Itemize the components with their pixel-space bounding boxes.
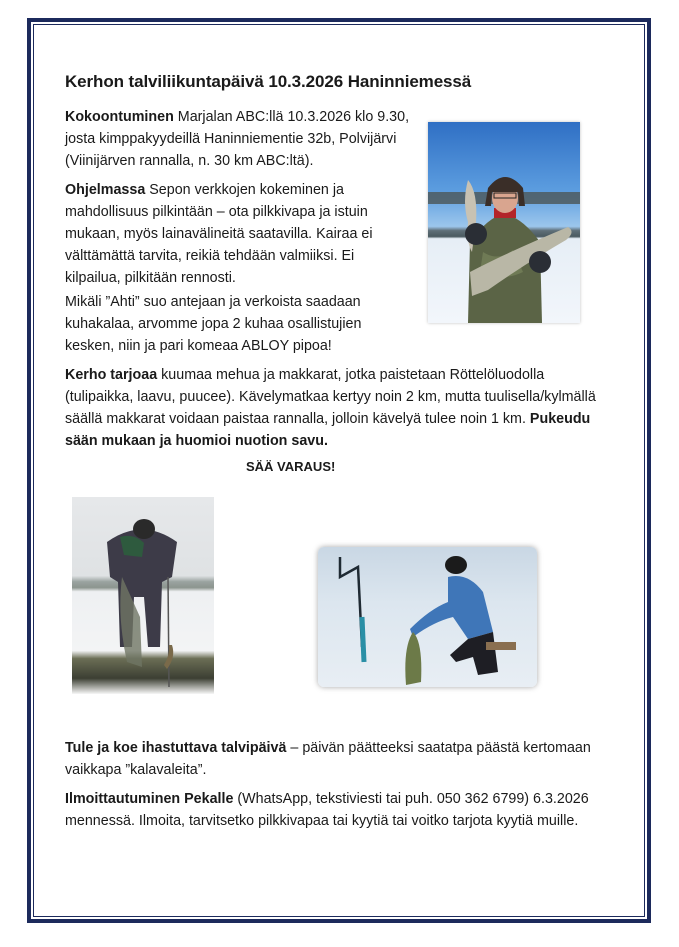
man-with-fish-illustration	[428, 122, 580, 323]
invite-text: – päivän päätteeksi saatatpa päästä kertomaan vaikkapa ”kalavaleita”.	[65, 740, 591, 778]
invite-lead: Tule ja koe ihastuttava talvipäivä	[65, 740, 287, 756]
catering-tail: Pukeudu sään mukaan ja huomioi nuotion savu.	[65, 411, 591, 449]
paragraph-prize	[65, 291, 410, 357]
paragraph-gathering	[65, 106, 410, 172]
registration-text: (WhatsApp, tekstiviesti tai puh. 050 362 6799) 6.3.2026 mennessä. Ilmoita, tarvitsetko pilkkivapaa tai kyytiä tai voitko tarjota kyytiä muille.	[65, 791, 589, 829]
prize-text: Mikäli ”Ahti” suo antejaan ja verkoista saadaan kuhakalaa, arvomme jopa 2 kuhaa osallistujien kesken, niin ja pari komeaa ABLOY pipoa!	[65, 294, 362, 354]
paragraph-catering	[65, 364, 605, 452]
program-lead: Ohjelmassa	[65, 182, 146, 198]
weather-note: SÄÄ VARAUS!	[246, 459, 336, 474]
gathering-lead: Kokoontuminen	[65, 109, 174, 125]
program-text: Sepon verkkojen kokeminen ja mahdollisuus pilkintään – ota pilkkivapa ja istuin mukaan, myös lainavälineitä saatavilla. Kairaa ei välttämättä tarvita, reikiä tehdään valmiiksi. Ei kilpailua, pilkitään rennosti.	[65, 182, 373, 286]
ice-fishing-illustration	[318, 547, 537, 687]
page-title: Kerhon talviliikuntapäivä 10.3.2026 Haninniemessä	[65, 72, 472, 91]
gathering-text: Marjalan ABC:llä 10.3.2026 klo 9.30, josta kimppakyydeillä Haninniementie 32b, Polvijärvi (Viinijärven rannalla, n. 30 km ABC:ltä).	[65, 109, 410, 169]
catering-lead: Kerho tarjoaa	[65, 367, 158, 383]
paragraph-program	[65, 179, 410, 289]
registration-lead: Ilmoittautuminen Pekalle	[65, 791, 234, 807]
paragraph-registration	[65, 788, 615, 832]
net-fishing-illustration	[72, 497, 214, 694]
photo-man-with-fish	[428, 122, 580, 323]
catering-text: kuumaa mehua ja makkarat, jotka paistetaan Röttelöluodolla (tulipaikka, laavu, puucee). Kävelymatkaa kertyy noin 2 km, mutta tuulisella/kylmällä säällä makkarat voidaan paistaa rannalla, jolloin kävelyä tulee noin 1 km.	[65, 367, 596, 427]
photo-net-fishing	[72, 497, 214, 694]
photo-ice-fishing-pike	[318, 547, 537, 687]
paragraph-invite	[65, 737, 605, 781]
